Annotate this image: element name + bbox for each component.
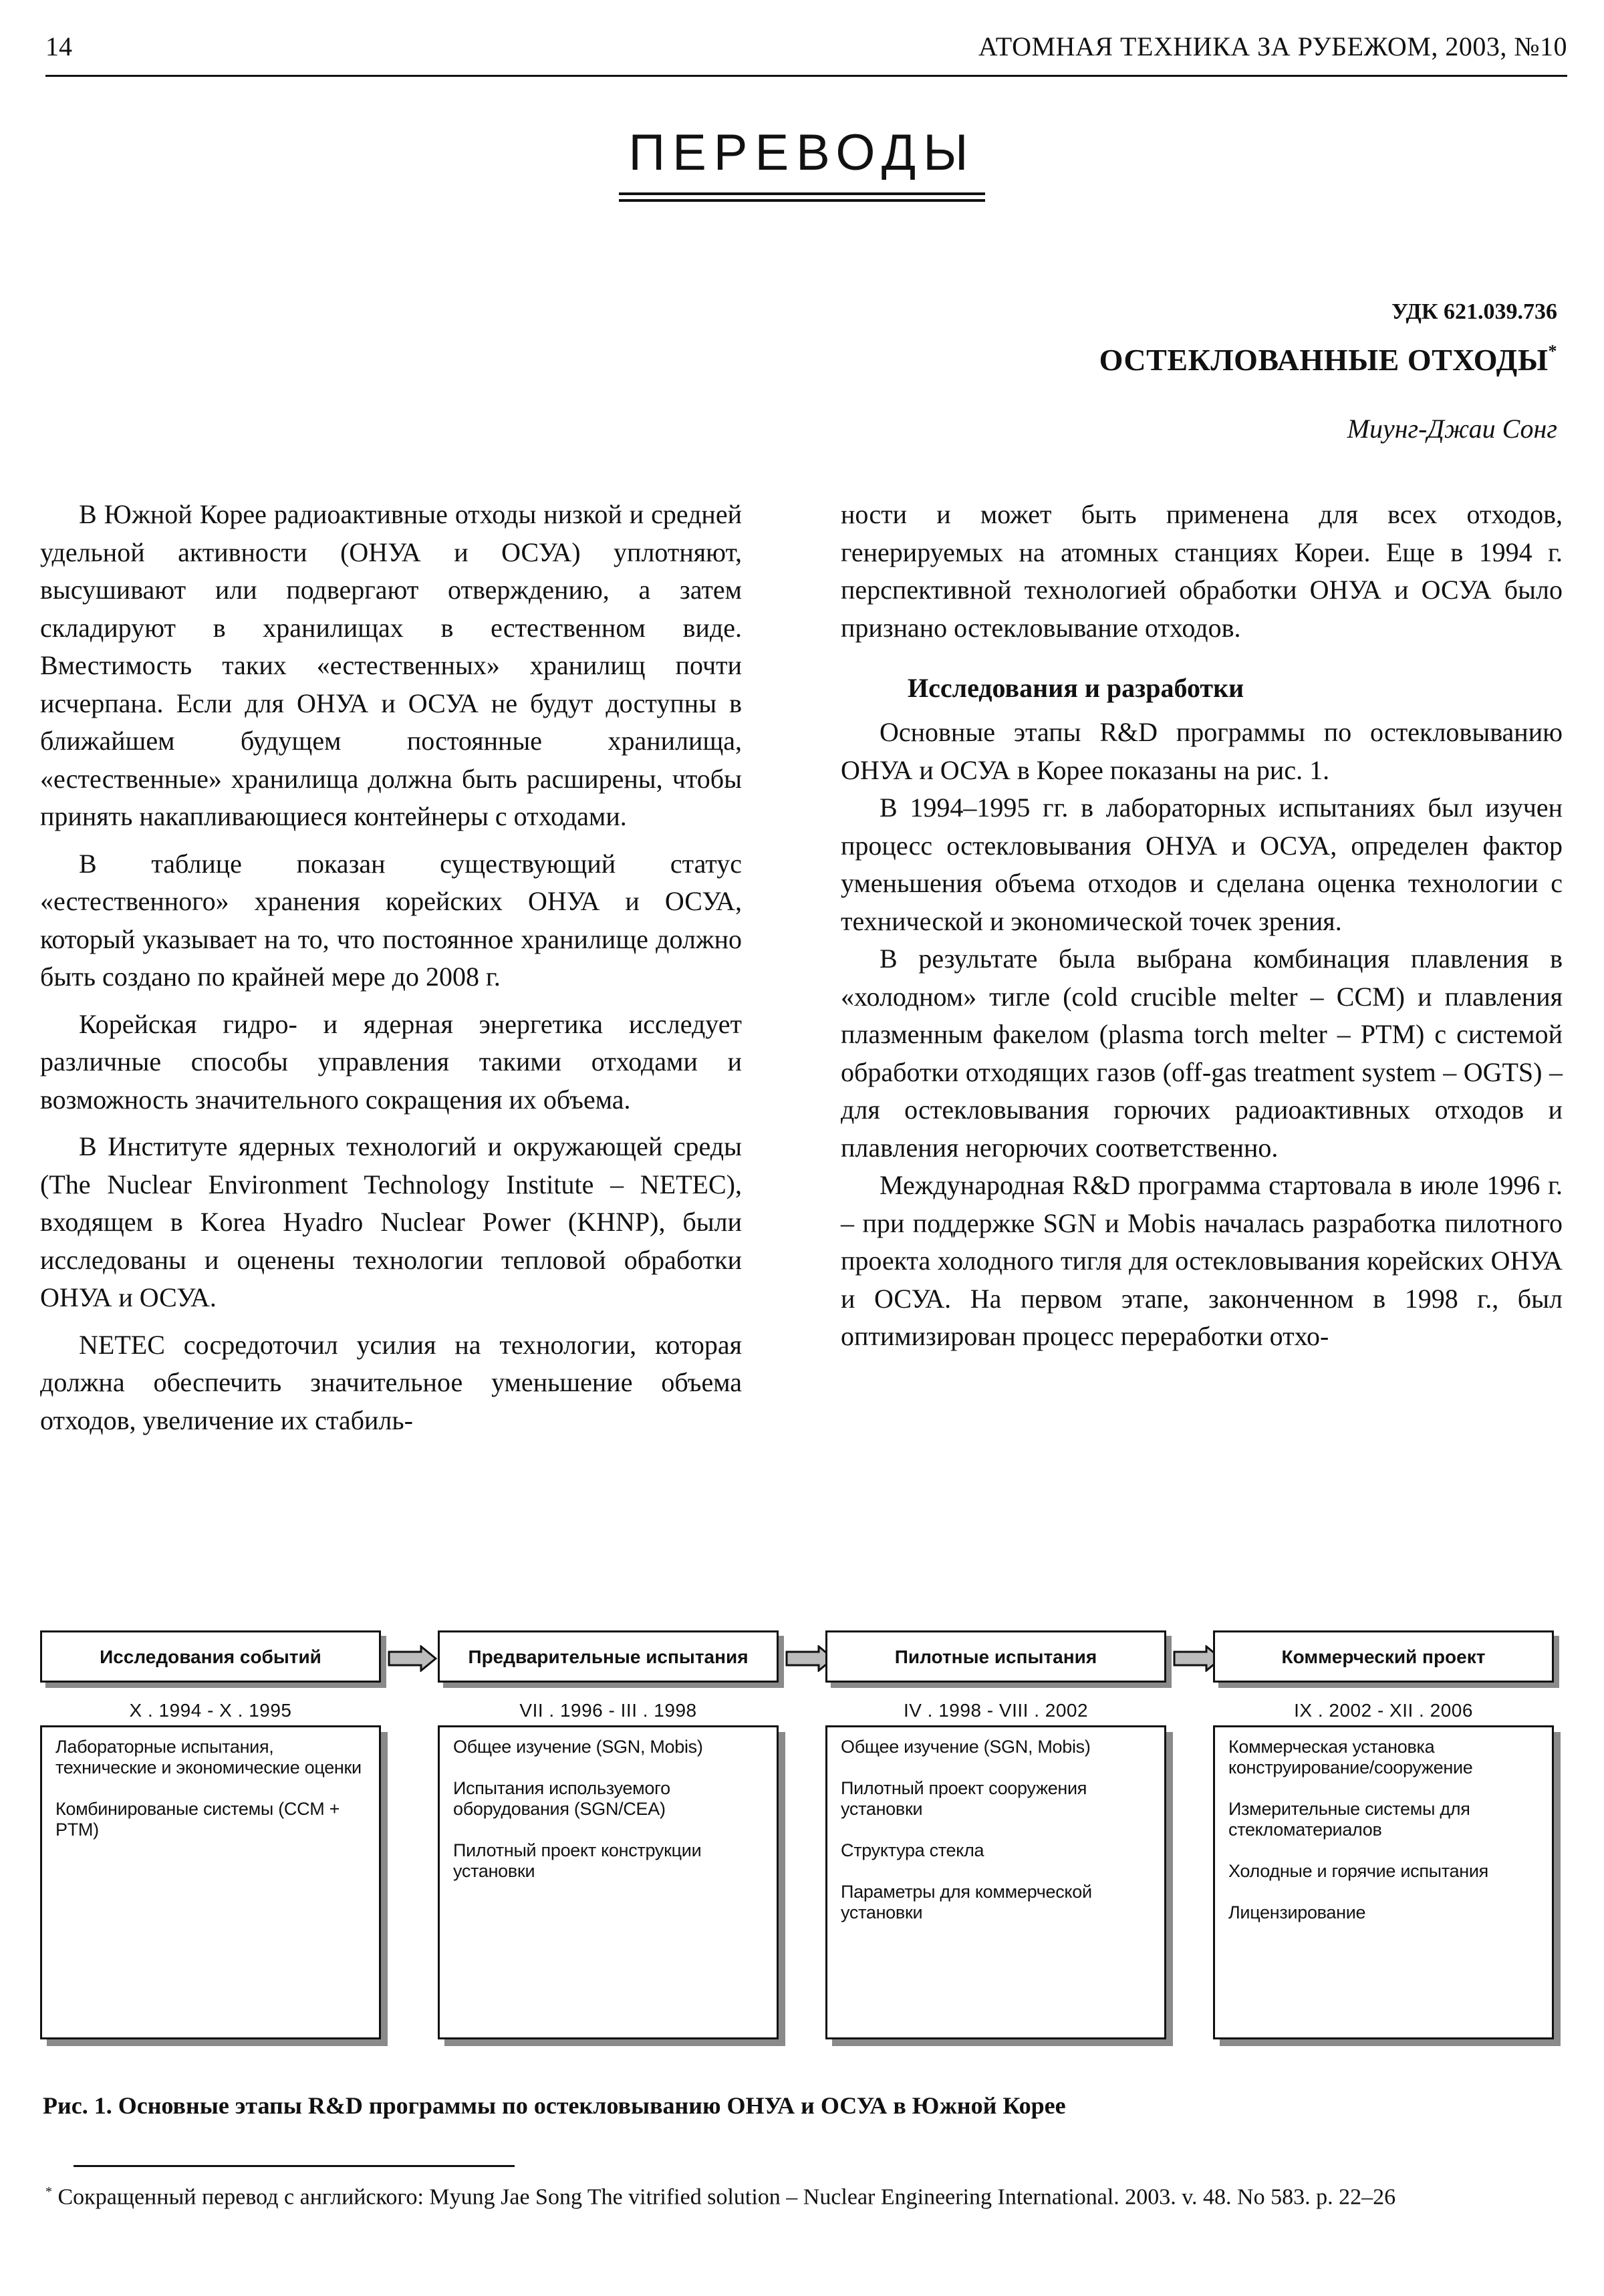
- stage-period: X . 1994 - X . 1995: [129, 1700, 292, 1721]
- stage-item: Лабораторные испытания, технические и экономические оценки: [55, 1737, 362, 1777]
- article-title-text: ОСТЕКЛОВАННЫЕ ОТХОДЫ: [1099, 343, 1549, 377]
- stage-item: Испытания используемого оборудования (SGN/CEA): [453, 1778, 670, 1819]
- stage-title: Исследования событий: [40, 1630, 381, 1683]
- udk-code: УДК 621.039.736: [1391, 299, 1557, 324]
- stage-box: [1213, 1725, 1554, 2039]
- stage-period: IX . 2002 - XII . 2006: [1294, 1700, 1473, 1721]
- paragraph: NETEC сосредоточил усилия на технологии, которая должна обеспечить значительное уменьшение объема отходов, увеличение их стабиль-: [40, 1329, 742, 1435]
- figure-caption: Рис. 1. Основные этапы R&D программы по остекловыванию ОНУА и ОСУА в Южной Корее: [43, 2092, 1066, 2119]
- paragraph: В таблице показан существующий статус «естественного» хранения корейских ОНУА и ОСУА, который указывает на то, что постоянное хранилище должно быть создано по крайней мере до 2008 г.: [40, 848, 742, 992]
- stage-item: Пилотный проект конструкции установки: [453, 1840, 702, 1881]
- article-author: Миунг-Джаи Сонг: [1347, 414, 1557, 444]
- paragraph: В 1994–1995 гг. в лабораторных испытаниях был изучен процесс остекловывания ОНУА и ОСУА, определен фактор уменьшения объема отходов и сделана оценка технологии с технической и экономической точек зрения.: [841, 793, 1563, 936]
- stage-item: Лицензирование: [1228, 1902, 1366, 1922]
- rd-stages-figure: [40, 1630, 1564, 2086]
- paragraph: В Институте ядерных технологий и окружающей среды (The Nuclear Environment Technology Institute – NETEC), входящем в Korea Hyadro Nuclear Power (KHNP), были исследованы и оценены технологии тепловой обработки ОНУА и ОСУА.: [40, 1131, 742, 1312]
- stage-title: Коммерческий проект: [1213, 1630, 1554, 1683]
- stage-box: [40, 1725, 381, 2039]
- stage-item: Пилотный проект сооружения установки: [841, 1778, 1087, 1819]
- journal-title: АТОМНАЯ ТЕХНИКА ЗА РУБЕЖОМ, 2003, №10: [978, 31, 1567, 61]
- paragraph: Международная R&D программа стартовала в июле 1996 г. – при поддержке SGN и Mobis началась разработка пилотного проекта холодного тигля для остекловывания корейских ОНУА и ОСУА. На первом этапе, законченном в 1998 г., был оптимизирован процесс переработки отхо-: [841, 1170, 1563, 1351]
- stage-item: Общее изучение (SGN, Mobis): [841, 1737, 1091, 1757]
- right-column: [841, 496, 1563, 1356]
- stage-item: Структура стекла: [841, 1840, 984, 1860]
- stage-4: [1213, 1630, 1554, 2039]
- stage-title: Предварительные испытания: [438, 1630, 779, 1683]
- stage-box: [438, 1725, 779, 2039]
- stage-3: [825, 1630, 1166, 2039]
- arrow-right-icon: [388, 1645, 437, 1672]
- running-header: [45, 27, 1567, 77]
- stage-item: Общее изучение (SGN, Mobis): [453, 1737, 703, 1757]
- footnote-text: Сокращенный перевод с английского: Myung Jae Song The vitrified solution – Nuclear Engineering International. 2003. v. 48. No 583. p. 22–26: [57, 2184, 1396, 2210]
- footnote-mark: *: [1548, 341, 1557, 361]
- left-column: [40, 496, 742, 1439]
- stage-item: Комбинированые системы (CCM + PTM): [55, 1799, 340, 1840]
- stage-2: [438, 1630, 779, 2039]
- paragraph: В Южной Корее радиоактивные отходы низкой и средней удельной активности (ОНУА и ОСУА) уплотняют, высушивают или подвергают отверждению, а затем складируют в хранилищах в естественном виде. Вместимость таких «естественных» хранилищ почти исчерпана. Если для ОНУА и ОСУА не будут доступны в ближайшем будущем постоянные хранилища, «естественные» хранилища должна быть расширены, чтобы принять накапливающиеся контейнеры с отходами.: [40, 499, 742, 831]
- paragraph: Корейская гидро- и ядерная энергетика исследует различные способы управления такими отходами и возможность значительного сокращения их объема.: [40, 1008, 742, 1115]
- stage-period: IV . 1998 - VIII . 2002: [903, 1700, 1089, 1721]
- footnote: [45, 2177, 1536, 2212]
- footnote-rule: [74, 2165, 515, 2167]
- stage-item: Коммерческая установка конструирование/сооружение: [1228, 1737, 1473, 1777]
- article-title: [1099, 342, 1557, 378]
- paragraph: Основные этапы R&D программы по остекловыванию ОНУА и ОСУА в Корее показаны на рис. 1.: [841, 717, 1563, 785]
- paragraph: В результате была выбрана комбинация плавления в «холодном» тигле (cold crucible melter – CCM) и плавления плазменным факелом (plasma torch melter – PTM) с системой обработки отходящих газов (off-gas treatment system – OGTS) – для остекловывания горючих радиоактивных отходов и плавления негорючих соответственно.: [841, 944, 1563, 1163]
- paragraph-continuation: ности и может быть применена для всех отходов, генерируемых на атомных станциях Кореи. Еще в 1994 г. перспективной технологией обработки ОНУА и ОСУА было признано остекловывание отходов.: [841, 499, 1563, 643]
- stage-item: Измерительные системы для стекломатериалов: [1228, 1799, 1470, 1840]
- stage-item: Параметры для коммерческой установки: [841, 1882, 1092, 1922]
- footnote-mark: *: [45, 2184, 52, 2199]
- stage-box: [825, 1725, 1166, 2039]
- stage-item: Холодные и горячие испытания: [1228, 1861, 1488, 1881]
- section-title: ПЕРЕВОДЫ: [628, 124, 976, 181]
- stage-title: Пилотные испытания: [825, 1630, 1166, 1683]
- stage-period: VII . 1996 - III . 1998: [519, 1700, 697, 1721]
- stage-1: [40, 1630, 381, 2039]
- subheading: Исследования и разработки: [908, 673, 1244, 703]
- page-number: 14: [45, 31, 72, 61]
- section-rule-top: [619, 192, 985, 195]
- section-rule-bottom: [619, 199, 985, 202]
